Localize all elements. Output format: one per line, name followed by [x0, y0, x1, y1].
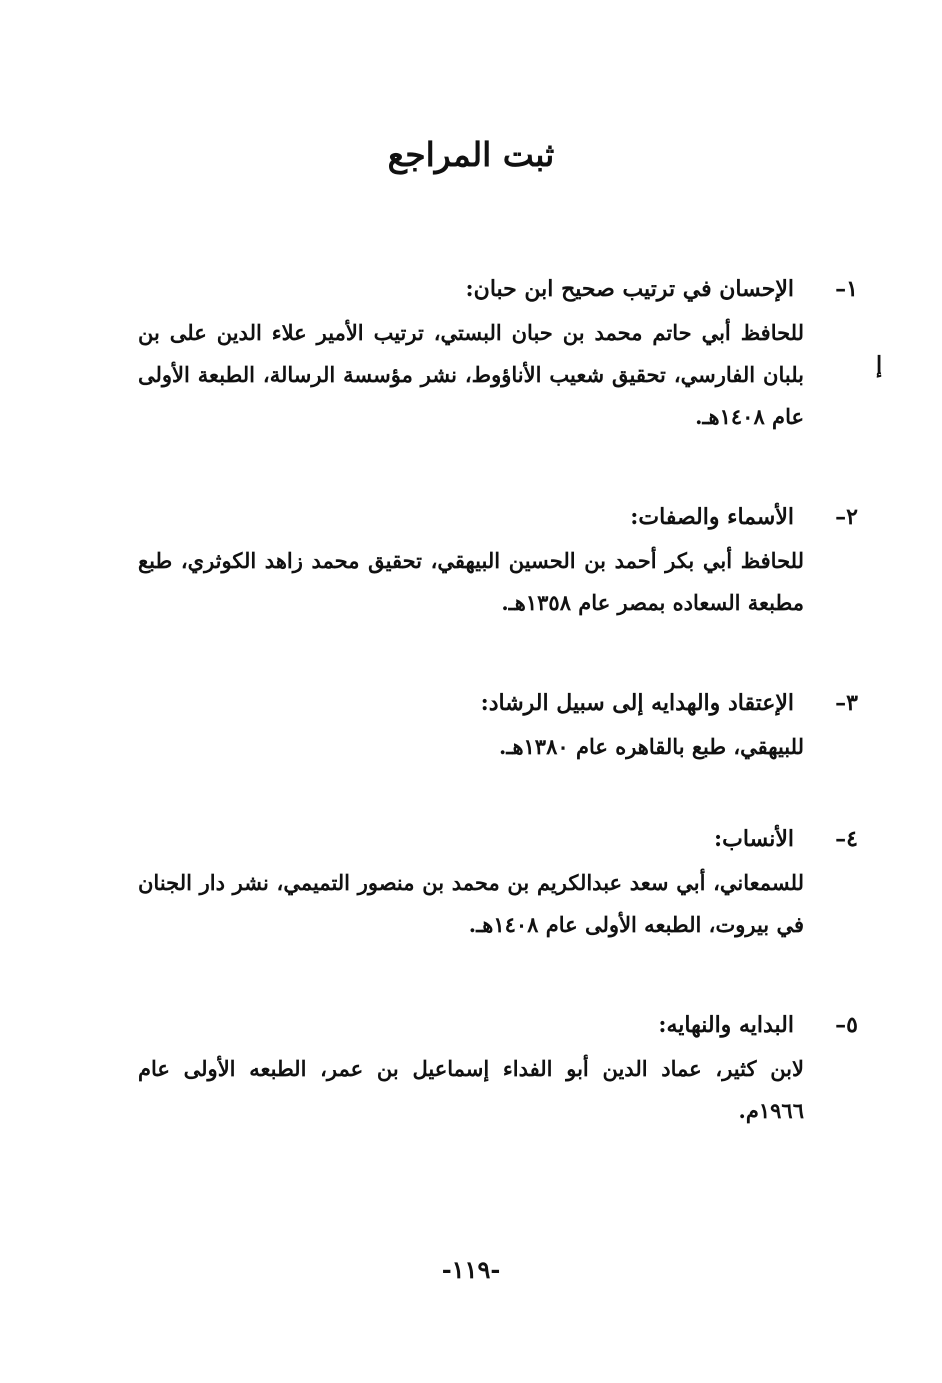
reference-title: الإعتقاد والهدايه إلى سبيل الرشاد:	[480, 690, 794, 716]
reference-details: للحافظ أبي بكر أحمد بن الحسين البيهقي، تحقيق محمد زاهد الكوثري، طبع مطبعة السعاده بمصر عام ١٣٥٨هـ.	[138, 548, 804, 615]
reference-item	[138, 680, 858, 816]
page-number: -١١٩-	[441, 1255, 501, 1284]
reference-heading	[138, 494, 858, 540]
reference-item	[138, 816, 858, 1002]
reference-title: الأسماء والصفات:	[630, 504, 794, 530]
references-list	[138, 266, 858, 1152]
reference-item	[138, 266, 858, 494]
reference-number: ٢–	[835, 504, 858, 530]
reference-title: الأنساب:	[714, 826, 794, 852]
reference-number: ١–	[835, 276, 858, 302]
reference-heading	[138, 266, 858, 312]
reference-details: للحافظ أبي حاتم محمد بن حبان البستي، ترتيب الأمير علاء الدين على بن بلبان الفارسي، تحقيق شعيب الأناؤوط، نشر مؤسسة الرسالة، الطبعة الأولى عام ١٤٠٨هـ.	[138, 320, 804, 429]
reference-heading	[138, 816, 858, 862]
reference-number: ٤–	[835, 826, 858, 852]
reference-heading	[138, 1002, 858, 1048]
reference-heading	[138, 680, 858, 726]
reference-details: للبيهقي، طبع بالقاهره عام ١٣٨٠هـ.	[498, 734, 804, 759]
reference-details: للسمعاني، أبي سعد عبدالكريم بن محمد بن منصور التميمي، نشر دار الجنان في بيروت، الطبعه الأولى عام ١٤٠٨هـ.	[138, 870, 804, 937]
reference-details: لابن كثير، عماد الدين أبو الفداء إسماعيل بن عمر، الطبعه الأولى عام ١٩٦٦م.	[138, 1056, 804, 1123]
margin-mark: إ	[876, 352, 883, 378]
page-title: ثبت المراجع	[387, 135, 555, 174]
reference-number: ٣–	[835, 690, 858, 716]
reference-title: البدايه والنهايه:	[658, 1012, 794, 1038]
reference-number: ٥–	[835, 1012, 858, 1038]
reference-title: الإحسان في ترتيب صحيح ابن حبان:	[465, 276, 794, 302]
reference-item	[138, 494, 858, 680]
reference-item	[138, 1002, 858, 1152]
